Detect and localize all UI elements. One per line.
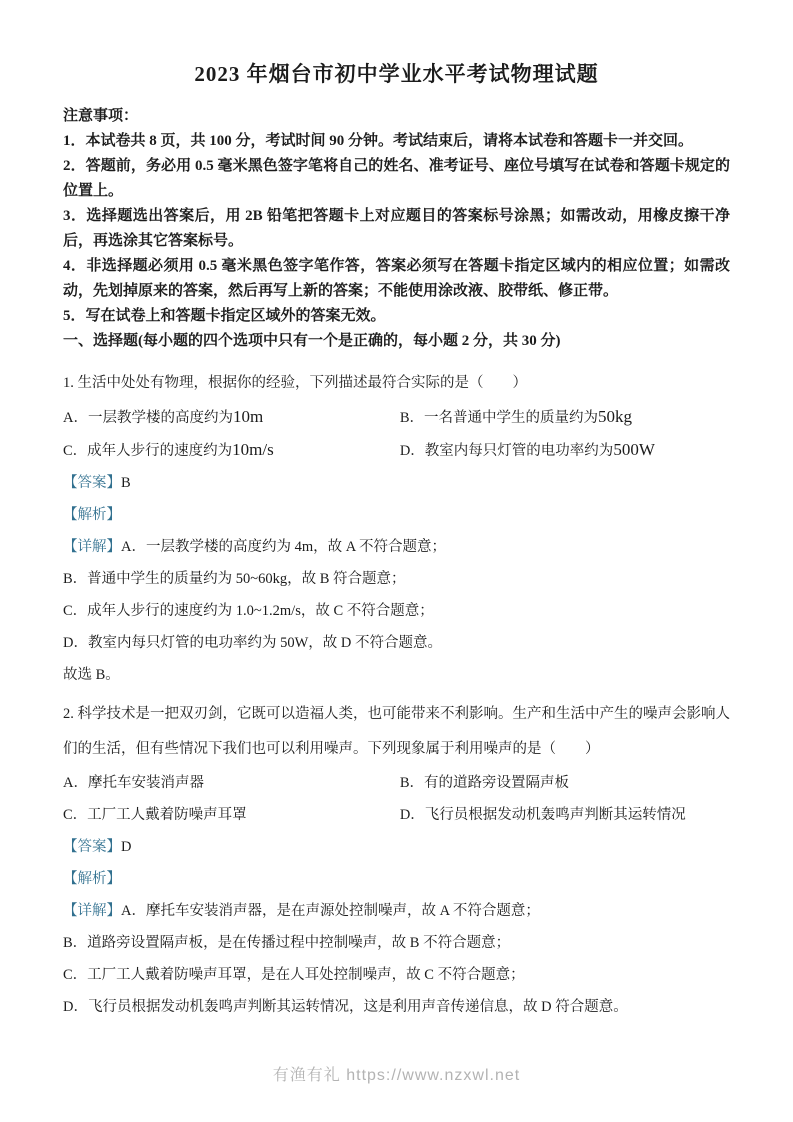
detail-tag: 【详解】 — [63, 539, 121, 555]
option-c — [63, 799, 400, 831]
option-value: 50kg — [598, 407, 632, 426]
detail-line — [63, 531, 730, 563]
detail-text: A．一层教学楼的高度约为 4m，故 A 不符合题意； — [121, 539, 447, 555]
option-text: C．工厂工人戴着防噪声耳罩 — [63, 807, 247, 823]
detail-text: A．摩托车安装消声器，是在声源处控制噪声，故 A 不符合题意； — [121, 903, 540, 919]
options-row — [63, 434, 730, 467]
option-text: D．飞行员根据发动机轰鸣声判断其运转情况 — [399, 807, 686, 823]
option-value: 10m — [232, 407, 264, 426]
options-row — [63, 401, 730, 434]
analysis-line — [63, 863, 730, 895]
analysis-line — [63, 499, 730, 531]
detail-line: D．飞行员根据发动机轰鸣声判断其运转情况，这是利用声音传递信息，故 D 符合题意。 — [63, 999, 628, 1015]
option-b — [400, 401, 737, 434]
option-text: A．一层教学楼的高度约为 — [63, 410, 233, 426]
questions-area — [63, 366, 730, 1023]
option-value: 10m/s — [232, 440, 274, 459]
option-a — [63, 401, 400, 434]
watermark-footer: 有渔有礼 https://www.nzxwl.net — [272, 1067, 521, 1084]
option-text: B．有的道路旁设置隔声板 — [399, 775, 569, 791]
notice-item: 5．写在试卷上和答题卡指定区域外的答案无效。 — [63, 308, 386, 324]
notice-heading: 注意事项： — [63, 108, 139, 124]
notice-item: 2．答题前，务必用 0.5 毫米黑色签字笔将自己的姓名、准考证号、座位号填写在试卷和答题卡规定的位置上。 — [63, 158, 730, 199]
exam-page — [63, 0, 730, 1023]
detail-line: B．道路旁设置隔声板，是在传播过程中控制噪声，故 B 不符合题意； — [63, 935, 511, 951]
notice-section — [63, 104, 730, 354]
option-text: A．摩托车安装消声器 — [63, 775, 204, 791]
conclusion-line: 故选 B。 — [63, 667, 120, 683]
option-text: C．成年人步行的速度约为 — [63, 443, 233, 459]
option-b — [400, 767, 737, 799]
option-d — [400, 799, 737, 831]
detail-tag: 【详解】 — [63, 903, 121, 919]
section-heading: 一、选择题(每小题的四个选项中只有一个是正确的，每小题 2 分，共 30 分) — [63, 333, 561, 349]
answer-value: B — [121, 475, 131, 491]
analysis-tag: 【解析】 — [63, 871, 121, 887]
answer-tag: 【答案】 — [63, 839, 121, 855]
options-row — [63, 799, 730, 831]
detail-line: B．普通中学生的质量约为 50~60kg，故 B 符合题意； — [63, 571, 406, 587]
answer-line — [63, 831, 730, 863]
page-title: 2023 年烟台市初中学业水平考试物理试题 — [194, 62, 599, 86]
option-text: B．一名普通中学生的质量约为 — [399, 410, 598, 426]
answer-line — [63, 467, 730, 499]
notice-item: 4．非选择题必须用 0.5 毫米黑色签字笔作答，答案必须写在答题卡指定区域内的相应位置；如需改动，先划掉原来的答案，然后再写上新的答案；不能使用涂改液、胶带纸、修正带。 — [63, 258, 730, 299]
option-d — [400, 434, 737, 467]
analysis-tag: 【解析】 — [63, 507, 121, 523]
detail-line: C．成年人步行的速度约为 1.0~1.2m/s，故 C 不符合题意； — [63, 603, 434, 619]
question-stem: 2. 科学技术是一把双刃剑，它既可以造福人类，也可能带来不利影响。生产和生活中产生的噪声会影响人们的生活，但有些情况下我们也可以利用噪声。下列现象属于利用噪声的是（ ） — [63, 706, 730, 757]
option-text: D．教室内每只灯管的电功率约为 — [399, 443, 614, 459]
question-stem: 1. 生活中处处有物理，根据你的经验，下列描述最符合实际的是（ ） — [63, 375, 527, 391]
question-block-1 — [63, 366, 730, 691]
detail-line: D．教室内每只灯管的电功率约为 50W，故 D 不符合题意。 — [63, 635, 443, 651]
notice-item: 1．本试卷共 8 页，共 100 分，考试时间 90 分钟。考试结束后，请将本试卷和答题卡一并交回。 — [63, 133, 694, 149]
option-value: 500W — [613, 440, 655, 459]
notice-item: 3．选择题选出答案后，用 2B 铅笔把答题卡上对应题目的答案标号涂黑；如需改动，用橡皮擦干净后，再选涂其它答案标号。 — [63, 208, 730, 249]
answer-tag: 【答案】 — [63, 475, 121, 491]
options-row — [63, 767, 730, 799]
question-block-2 — [63, 697, 730, 1023]
detail-line — [63, 895, 730, 927]
option-a — [63, 767, 400, 799]
option-c — [63, 434, 400, 467]
answer-value: D — [121, 839, 132, 855]
detail-line: C．工厂工人戴着防噪声耳罩，是在人耳处控制噪声，故 C 不符合题意； — [63, 967, 525, 983]
